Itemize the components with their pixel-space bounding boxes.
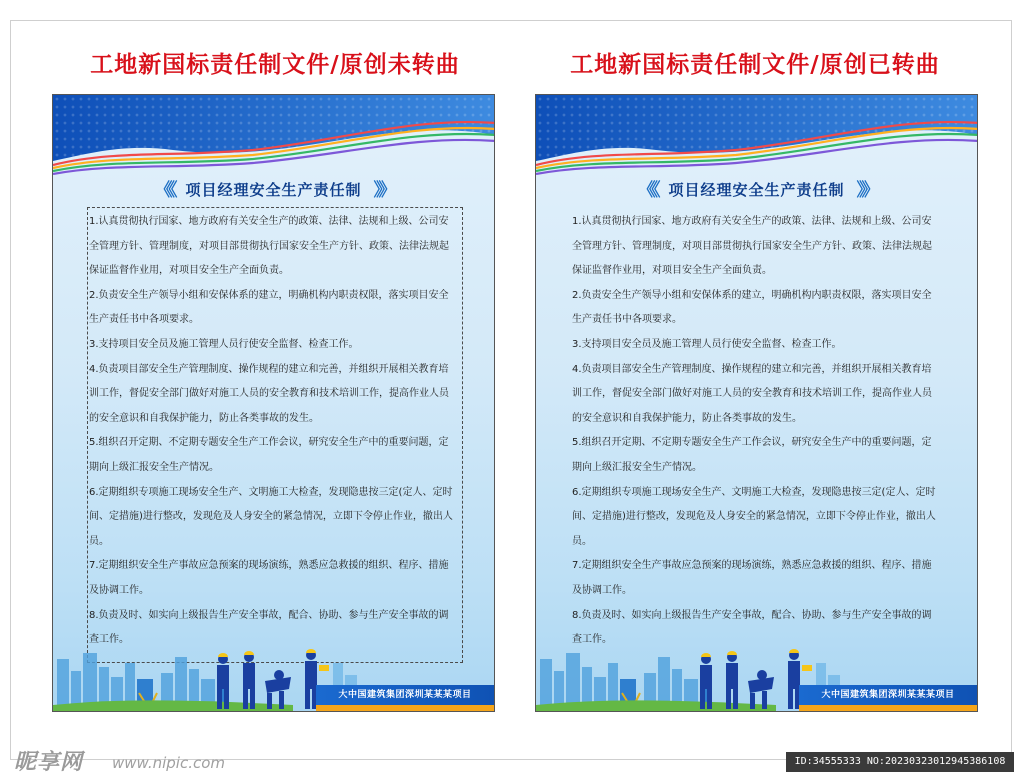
list-item: 8.负责及时、如实向上级报告生产安全事故，配合、协助、参与生产安全事故的调查工作。	[572, 609, 932, 646]
list-item: 4.负责项目部安全生产管理制度、操作规程的建立和完善，并组织开展相关教育培训工作，督促安全部门做好对施工人员的安全教育和技术培训工作，提高作业人员的安全意识和自我保护能力，防止各类事故的发生。	[572, 363, 932, 424]
chevron-right-icon: 》》	[373, 180, 393, 201]
poster-title: 项目经理安全生产责任制	[185, 180, 362, 199]
poster-right	[535, 94, 978, 712]
chevron-left-icon: 《《	[154, 180, 174, 201]
poster-left	[52, 94, 495, 712]
list-item: 1.认真贯彻执行国家、地方政府有关安全生产的政策、法律、法规和上级、公司安全管理方针、管理制度，对项目部贯彻执行国家安全生产方针、政策、法律法规起保证监督作业用，对项目安全生产全面负责。	[572, 216, 932, 277]
list-item: 6.定期组织专项施工现场安全生产、文明施工大检查，发现隐患按三定(定人、定时间、定措施)进行整改，发现危及人身安全的紧急情况，立即下令停止作业，撤出人员。	[572, 486, 936, 547]
footer-banner: 大中国建筑集团深圳某某某项目	[799, 685, 977, 705]
poster-title-row	[536, 175, 977, 203]
list-item: 2.负责安全生产领导小组和安保体系的建立，明确机构内职责权限，落实项目安全生产责任书中各项要求。	[572, 289, 932, 326]
list-item: 4.负责项目部安全生产管理制度、操作规程的建立和完善，并组织开展相关教育培训工作，督促安全部门做好对施工人员的安全教育和技术培训工作，提高作业人员的安全意识和自我保护能力，防止各类事故的发生。	[89, 363, 449, 424]
responsibility-list	[89, 210, 457, 653]
list-item: 3.支持项目安全员及施工管理人员行使安全监督、检查工作。	[572, 338, 842, 350]
list-item: 7.定期组织安全生产事故应急预案的现场演练，熟悉应急救援的组织、程序、措施及协调工作。	[89, 560, 449, 596]
watermark-url: www.nipic.com	[112, 754, 226, 772]
chevron-right-icon: 》》	[856, 180, 876, 201]
responsibility-list	[572, 210, 940, 653]
list-item: 8.负责及时、如实向上级报告生产安全事故，配合、协助、参与生产安全事故的调查工作。	[89, 609, 449, 646]
list-item: 5.组织召开定期、不定期专题安全生产工作会议，研究安全生产中的重要问题，定期向上级汇报安全生产情况。	[89, 437, 449, 473]
footer-accent-stripe	[799, 705, 977, 711]
poster-title-row	[53, 175, 494, 203]
list-item: 5.组织召开定期、不定期专题安全生产工作会议，研究安全生产中的重要问题，定期向上级汇报安全生产情况。	[572, 437, 932, 473]
banner-wave-graphic	[536, 95, 978, 175]
list-item: 6.定期组织专项施工现场安全生产、文明施工大检查，发现隐患按三定(定人、定时间、定措施)进行整改，发现危及人身安全的紧急情况，立即下令停止作业，撤出人员。	[89, 486, 453, 547]
poster-heading-right: 工地新国标责任制文件/原创已转曲	[570, 52, 940, 78]
list-item: 1.认真贯彻执行国家、地方政府有关安全生产的政策、法律、法规和上级、公司安全管理方针、管理制度，对项目部贯彻执行国家安全生产方针、政策、法律法规起保证监督作业用，对项目安全生产全面负责。	[89, 216, 449, 277]
list-item: 3.支持项目安全员及施工管理人员行使安全监督、检查工作。	[89, 338, 359, 350]
footer-accent-stripe	[316, 705, 494, 711]
banner-wave-graphic	[53, 95, 495, 175]
poster-heading-left: 工地新国标责任制文件/原创未转曲	[90, 52, 460, 78]
list-item: 7.定期组织安全生产事故应急预案的现场演练，熟悉应急救援的组织、程序、措施及协调工作。	[572, 560, 932, 596]
chevron-left-icon: 《《	[637, 180, 657, 201]
poster-title: 项目经理安全生产责任制	[668, 180, 845, 199]
footer-banner: 大中国建筑集团深圳某某某项目	[316, 685, 494, 705]
list-item: 2.负责安全生产领导小组和安保体系的建立，明确机构内职责权限，落实项目安全生产责任书中各项要求。	[89, 289, 449, 326]
watermark-logo: 昵享网	[14, 750, 84, 775]
image-id-label: ID:34555333 NO:20230323012945386108	[786, 752, 1014, 772]
